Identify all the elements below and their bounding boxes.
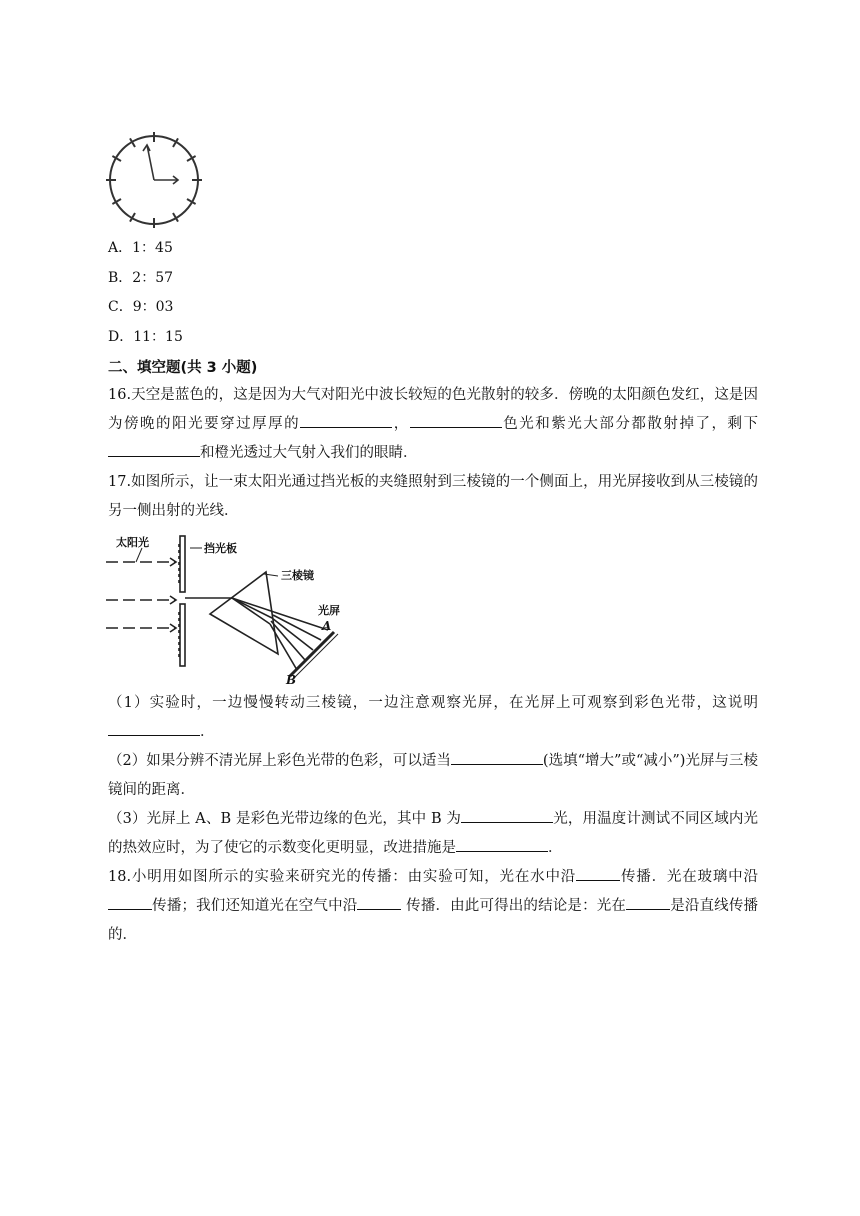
figure-label-sunlight: 太阳光 <box>116 536 149 549</box>
q17-part1-text: （1）实验时，一边慢慢转动三棱镜，一边注意观察光屏，在光屏上可观察到彩色光带，这说明 <box>108 695 758 711</box>
option-label: C． <box>108 299 133 315</box>
q17-part3-text-b: 光，用温度计测试不同区域内光的热效应时，为了使它的示数变化更明显，改进措施是 <box>108 811 759 856</box>
question-18 <box>108 863 758 950</box>
option-d <box>108 327 183 347</box>
answer-blank <box>357 893 401 910</box>
clock-figure <box>104 130 204 230</box>
answer-blank <box>461 806 553 823</box>
q17-part2-text-a: （2）如果分辨不清光屏上彩色光带的色彩，可以适当 <box>108 753 451 769</box>
option-label: D． <box>108 329 134 345</box>
question-17-part-3 <box>108 805 758 863</box>
figure-label-b: B <box>286 673 297 686</box>
figure-label-prism: 三棱镜 <box>281 569 314 582</box>
figure-label-baffle: 挡光板 <box>204 542 237 555</box>
question-16 <box>108 381 758 468</box>
answer-blank <box>576 864 620 881</box>
option-text: 2：57 <box>132 270 174 286</box>
figure-label-screen: 光屏 <box>318 604 340 617</box>
answer-blank <box>300 411 392 428</box>
option-text: 9：03 <box>132 299 174 315</box>
q16-text-2: ， <box>392 416 410 432</box>
option-text: 1：45 <box>132 240 173 256</box>
q18-text-1: 18.小明用如图所示的实验来研究光的传播：由实验可知，光在水中沿 <box>108 869 577 885</box>
answer-blank <box>456 835 548 852</box>
q18-text-5: 是沿直线传播的． <box>108 898 759 943</box>
answer-blank <box>451 748 543 765</box>
q17-part1-end: ． <box>200 724 215 740</box>
option-label: B． <box>108 270 133 286</box>
answer-blank <box>108 719 200 736</box>
section-title: 二、填空题(共 3 小题) <box>108 360 258 376</box>
option-c <box>108 297 173 317</box>
q18-text-4: 传播．由此可得出的结论是：光在 <box>401 898 627 914</box>
q16-text-4: 和橙光透过大气射入我们的眼睛． <box>200 445 418 461</box>
q18-text-2: 传播．光在玻璃中沿 <box>620 869 758 885</box>
q16-text-1: 16.天空是蓝色的，这是因为大气对阳光中波长较短的色光散射的较多．傍晚的太阳颜色发红，这是因为傍晚的阳光要穿过厚厚的 <box>108 387 758 432</box>
option-b <box>108 268 173 288</box>
q18-text-3: 传播；我们还知道光在空气中沿 <box>152 898 358 914</box>
q17-part3-text-a: （3）光屏上 A、B 是彩色光带边缘的色光，其中 B 为 <box>108 811 462 827</box>
answer-blank <box>410 411 502 428</box>
option-text: 11：15 <box>133 329 183 345</box>
answer-blank <box>108 440 200 457</box>
question-17-part-2 <box>108 747 758 805</box>
prism-experiment-figure <box>106 534 358 686</box>
q17-part2-text-b: (选填“增大”或“减小”)光屏与三棱镜间的距离． <box>108 753 758 798</box>
option-a <box>108 238 173 258</box>
question-17-part-1 <box>108 689 758 747</box>
figure-label-a: A <box>322 619 332 633</box>
answer-blank <box>626 893 670 910</box>
q16-text-3: 色光和紫光大部分都散射掉了，剩下 <box>501 416 759 432</box>
option-label: A． <box>108 240 133 256</box>
answer-blank <box>108 893 152 910</box>
question-17-stem: 17.如图所示，让一束太阳光通过挡光板的夹缝照射到三棱镜的一个侧面上，用光屏接收到从三棱镜的另一侧出射的光线． <box>108 474 758 519</box>
q17-part3-end: ． <box>548 840 563 856</box>
